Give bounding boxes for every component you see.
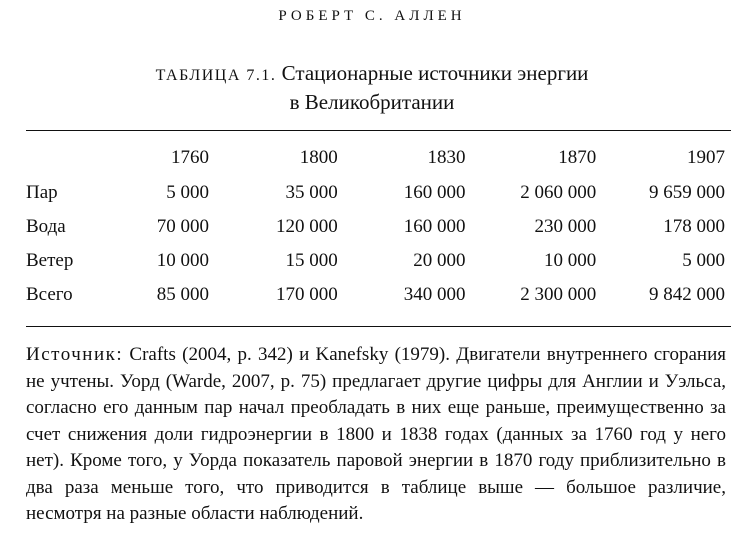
table-cell: 70 000 xyxy=(156,216,210,237)
energy-sources-table xyxy=(26,140,731,312)
running-head: РОБЕРТ С. АЛЛЕН xyxy=(278,8,466,24)
table-cell: 120 000 xyxy=(275,216,338,237)
year-header: 1907 xyxy=(687,147,725,168)
source-note xyxy=(26,342,726,528)
table-cell: 20 000 xyxy=(413,250,466,271)
table-row xyxy=(26,176,731,210)
table-cell: 5 000 xyxy=(682,250,725,271)
table-cell: 85 000 xyxy=(156,284,210,305)
row-label: Ветер xyxy=(26,250,74,271)
table-cell: 160 000 xyxy=(403,182,466,203)
table-cell: 5 000 xyxy=(166,182,210,203)
table-title-line-1 xyxy=(0,60,744,89)
table-header-row xyxy=(26,140,731,176)
table-number-label: ТАБЛИЦА 7.1. xyxy=(155,67,277,84)
table-cell: 170 000 xyxy=(275,284,338,305)
table-cell: 15 000 xyxy=(285,250,338,271)
table-cell: 160 000 xyxy=(403,216,466,237)
table-bottom-rule xyxy=(26,326,731,327)
row-label: Пар xyxy=(26,182,58,203)
table-cell: 35 000 xyxy=(285,182,338,203)
year-header: 1830 xyxy=(427,147,466,168)
row-label: Вода xyxy=(26,216,66,237)
table-cell: 9 842 000 xyxy=(649,284,725,305)
table-title xyxy=(0,60,744,116)
table-title-text: Стационарные источники энергии xyxy=(281,61,589,85)
table-cell: 230 000 xyxy=(534,216,597,237)
year-header: 1760 xyxy=(171,147,210,168)
table-cell: 10 000 xyxy=(543,250,597,271)
row-label: Всего xyxy=(26,284,73,305)
table-cell: 10 000 xyxy=(156,250,210,271)
table-cell: 340 000 xyxy=(403,284,466,305)
table-title-line-2: в Великобритании xyxy=(289,90,455,114)
year-header: 1870 xyxy=(558,147,597,168)
table-cell: 178 000 xyxy=(663,216,725,237)
header-empty-cell xyxy=(26,140,96,176)
table-cell: 9 659 000 xyxy=(649,182,725,203)
table-row xyxy=(26,278,731,312)
table-cell: 2 300 000 xyxy=(520,284,597,305)
table-row xyxy=(26,244,731,278)
year-header: 1800 xyxy=(299,147,338,168)
source-note-label: Источник: xyxy=(26,344,124,365)
table-cell: 2 060 000 xyxy=(520,182,597,203)
source-note-text: Crafts (2004, p. 342) и Kanefsky (1979). Двигатели внутреннего сгорания не учтены. Уорд (Warde, 2007, p. 75) предлагает другие цифры для Англии и Уэльса, согласно его данным пар начал преобладать в них еще раньше, преимущественно за счет снижения доли гидроэнергии в 1800 и 1838 годах (данных за 1760 год у него нет). Кроме того, у Уорда показатель паровой энергии в 1870 году приблизительно в два раза меньше того, что приводится в таблице выше — большое различие, несмотря на разные области наблюдений. xyxy=(26,344,726,524)
table-top-rule xyxy=(26,130,731,131)
table-row xyxy=(26,210,731,244)
